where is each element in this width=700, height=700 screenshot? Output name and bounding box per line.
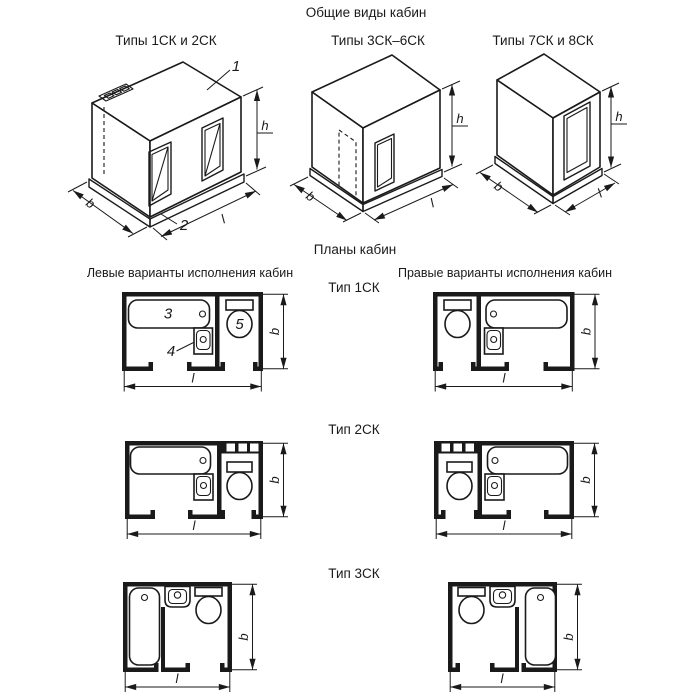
dim-label-b: b (236, 633, 251, 641)
toilet-tank (447, 462, 472, 472)
dim-label-l: l (594, 185, 605, 201)
row3-type-label: Тип 3СК (328, 566, 380, 581)
dimension-b (232, 584, 257, 670)
general-view-type-3-6 (290, 55, 468, 223)
plan-2sk-right (434, 441, 599, 539)
callout-toilet: 5 (235, 316, 244, 333)
view1-label: Типы 1СК и 2СК (115, 33, 217, 48)
dim-label-h: h (261, 118, 269, 133)
dim-label-b: b (491, 178, 506, 195)
row2-type-label: Тип 2СК (328, 422, 380, 437)
plan-1sk-left (122, 292, 288, 392)
bathtub (488, 447, 568, 474)
partition-wall (478, 446, 483, 515)
callout-roof: 1 (231, 58, 241, 75)
washbasin (490, 587, 515, 608)
toilet (444, 300, 471, 338)
dimension-h (243, 87, 273, 176)
callout-washbasin-leader (177, 343, 194, 352)
toilet (458, 588, 485, 624)
view2-label: Типы 3СК–6СК (331, 33, 425, 48)
row1-type-label: Тип 1СК (328, 280, 380, 295)
dim-label-l: l (500, 671, 504, 686)
dim-label-b: b (561, 633, 576, 641)
callout-base: 2 (179, 217, 189, 234)
general-view-type-1-2 (68, 58, 273, 240)
bathtub (526, 588, 556, 665)
toilet (447, 462, 472, 500)
callout-washbasin: 4 (166, 343, 176, 360)
dim-label-b: b (303, 188, 318, 205)
partition-wall (477, 297, 482, 367)
plan-1sk-right (433, 292, 600, 392)
dim-label-l: l (191, 370, 195, 386)
dimension-b (263, 294, 288, 369)
washbasin (194, 328, 213, 354)
partition-wall (215, 297, 220, 367)
toilet-bowl (445, 311, 470, 338)
dimension-l (124, 371, 261, 392)
washbasin (194, 474, 213, 500)
dimension-l (436, 518, 572, 539)
partition-wall (217, 446, 222, 515)
toilet-tank (227, 462, 252, 472)
view3-label: Типы 7СК и 8СК (492, 33, 594, 48)
right-variants-header: Правые варианты исполнения кабин (397, 266, 613, 280)
dim-label-b: b (578, 327, 594, 336)
dimension-h (442, 81, 468, 172)
toilet-tank (226, 300, 253, 310)
plan-3sk-right (448, 582, 582, 692)
toilet-tank (458, 588, 485, 597)
dim-label-l: l (502, 370, 506, 386)
callout-bath: 3 (163, 305, 173, 323)
dimension-h (602, 83, 627, 172)
general-view-type-7-8 (476, 54, 627, 215)
toilet-tank (444, 300, 471, 310)
dim-label-l: l (427, 195, 437, 211)
dimension-b (574, 443, 599, 517)
dimension-b (557, 584, 582, 670)
plan-3sk-left (123, 582, 257, 692)
dimension-b (263, 443, 288, 517)
dim-label-b: b (83, 195, 98, 212)
toilet-bowl (447, 473, 472, 500)
dimension-b (575, 294, 600, 369)
vent-block (439, 441, 478, 454)
dimension-l (435, 371, 572, 392)
dim-label-l: l (502, 518, 506, 533)
dim-label-b: b (267, 327, 282, 336)
bathtub (131, 447, 211, 474)
washbasin (485, 474, 504, 500)
dim-label-l: l (218, 211, 228, 227)
washbasin (485, 328, 504, 354)
toilet-bowl (459, 597, 484, 624)
dim-label-b: b (267, 476, 282, 484)
left-variants-header: Левые варианты исполнения кабин (86, 266, 294, 280)
vent-block (222, 441, 259, 454)
toilet-bowl (196, 597, 221, 624)
dimension-l (125, 671, 230, 692)
partition-wall (161, 607, 165, 668)
dim-label-h: h (456, 111, 464, 126)
toilet-bowl (227, 473, 252, 500)
page-title: Общие виды кабин (305, 5, 427, 20)
dimension-l (450, 671, 555, 692)
dim-label-l: l (192, 518, 196, 533)
plan-2sk-left (125, 441, 288, 539)
toilet (195, 588, 222, 624)
bathtub (486, 300, 567, 328)
plans-title: Планы кабин (313, 242, 397, 257)
toilet-tank (195, 588, 222, 597)
dimension-l (127, 518, 261, 539)
partition-wall (515, 607, 519, 668)
dim-label-l: l (175, 671, 179, 686)
dim-label-b: b (578, 476, 593, 484)
bathtub (130, 588, 160, 665)
toilet (227, 462, 252, 500)
dim-label-h: h (615, 109, 623, 124)
washbasin (165, 587, 190, 608)
